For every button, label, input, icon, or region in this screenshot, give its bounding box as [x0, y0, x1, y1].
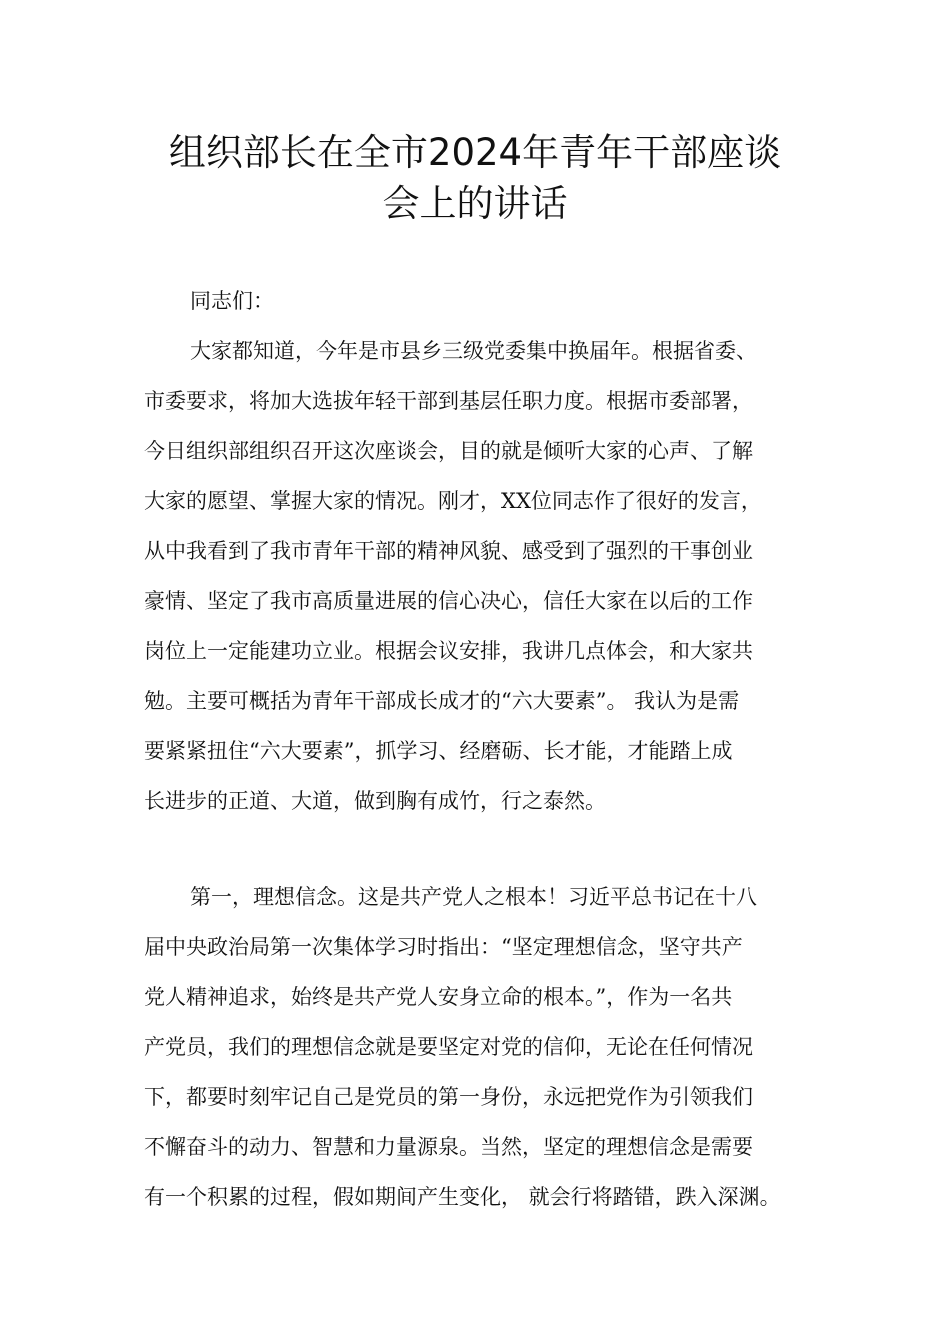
paragraph-2-line: 下，都要时刻牢记自己是党员的第一身份，永远把党作为引领我们 — [144, 1085, 753, 1109]
paragraph-1-line: 大家的愿望、掌握大家的情况。刚才，XX位同志作了很好的发言， — [144, 489, 762, 513]
paragraph-1-line: 豪情、坚定了我市高质量进展的信心决心，信任大家在以后的工作 — [144, 589, 753, 613]
paragraph-1-line: 从中我看到了我市青年干部的精神风貌、感受到了强烈的干事创业 — [144, 539, 753, 563]
paragraph-1 — [144, 326, 834, 826]
paragraph-1-line: 要紧紧扭住“六大要素”，抓学习、经磨砺、长才能，才能踏上成 — [144, 739, 733, 763]
paragraph-2 — [144, 872, 834, 1222]
paragraph-1-line: 大家都知道，今年是市县乡三级党委集中换届年。根据省委、 — [190, 339, 757, 363]
paragraph-2-line: 党人精神追求，始终是共产党人安身立命的根本。”，作为一名共 — [144, 985, 733, 1009]
paragraph-1-line: 岗位上一定能建功立业。根据会议安排，我讲几点体会，和大家共 — [144, 639, 753, 663]
paragraph-2-line: 不懈奋斗的动力、智慧和力量源泉。当然，坚定的理想信念是需要 — [144, 1135, 753, 1159]
greeting: 同志们： — [190, 289, 274, 313]
paragraph-1-line: 市委要求，将加大选拔年轻干部到基层任职力度。根据市委部署， — [144, 389, 753, 413]
paragraph-2-line: 有一个积累的过程，假如期间产生变化， 就会行将踏错，跌入深渊。 — [144, 1185, 781, 1209]
document-title-line-2: 会上的讲话 — [382, 182, 568, 225]
paragraph-1-line: 长进步的正道、大道，做到胸有成竹，行之泰然。 — [144, 789, 606, 813]
paragraph-2-line: 第一，理想信念。这是共产党人之根本！习近平总书记在十八 — [190, 885, 757, 909]
document-title-line-1: 组织部长在全市2024年青年干部座谈 — [168, 131, 782, 174]
paragraph-2-line: 产党员，我们的理想信念就是要坚定对党的信仰，无论在任何情况 — [144, 1035, 753, 1059]
paragraph-2-line: 届中央政治局第一次集体学习时指出：“坚定理想信念，坚守共产 — [144, 935, 743, 959]
paragraph-1-line: 勉。主要可概括为青年干部成长成才的“六大要素”。 我认为是需 — [144, 689, 740, 713]
paragraph-1-line: 今日组织部组织召开这次座谈会，目的就是倾听大家的心声、了解 — [144, 439, 753, 463]
